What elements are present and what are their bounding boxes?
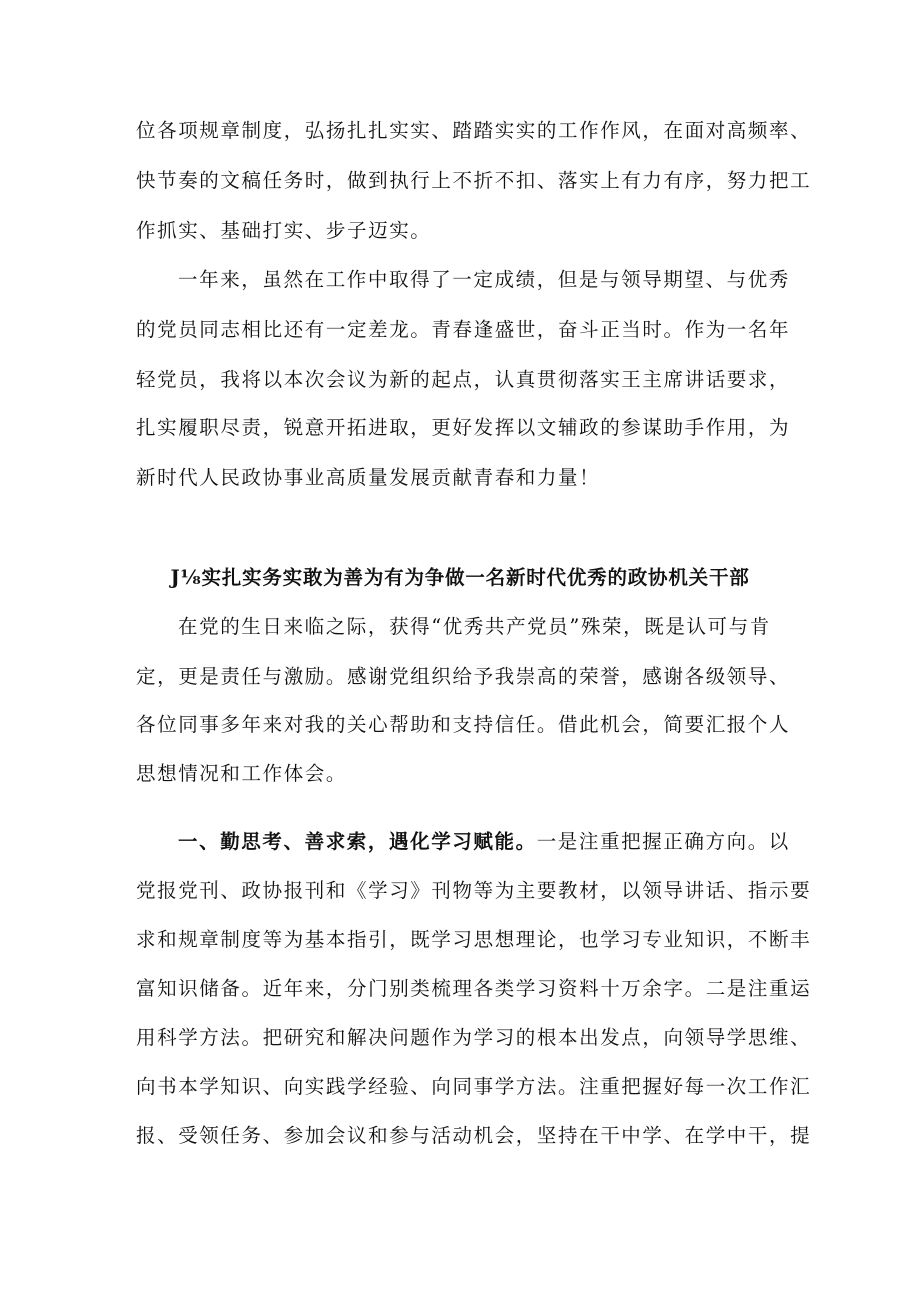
paragraph-line: 一年来，虽然在工作中取得了一定成绩，但是与领导期望、与优秀: [178, 268, 790, 291]
paragraph-line: 求和规章制度等为基本指引，既学习思想理论，也学习专业知识，不断丰: [136, 928, 812, 951]
point-1-text: 一是注重把握正确方向。以: [536, 830, 790, 853]
point-1-first-line: [178, 829, 838, 855]
paragraph-line: 各位同事多年来对我的关心帮助和支持信任。借此机会，简要汇报个人: [136, 713, 791, 736]
paragraph-line: 富知识储备。近年来，分门别类梳理各类学习资料十万余字。二是注重运: [136, 977, 812, 1000]
point-1-heading: 一、勤思考、善求索，遇化学习赋能。: [178, 830, 537, 853]
paragraph-line: 新时代人民政协事业高质量发展贡献青春和力量！: [136, 466, 601, 489]
paragraph-line: 轻党员，我将以本次会议为新的起点，认真贯彻落实王主席讲话要求，: [136, 368, 791, 391]
paragraph-line: 位各项规章制度，弘扬扎扎实实、踏踏实实的工作作风，在面对高频率、: [136, 119, 812, 142]
paragraph-line: 报、受领任务、参加会议和参与活动机会，坚持在干中学、在学中干，提: [136, 1124, 812, 1147]
paragraph-line: 用科学方法。把研究和解决问题作为学习的根本出发点，向领导学思维、: [136, 1026, 812, 1049]
paragraph-line: 定，更是责任与激励。感谢党组织给予我崇高的荣誉，感谢各级领导、: [136, 665, 791, 688]
paragraph-line: 在党的生日来临之际，获得“优秀共产党员”殊荣，既是认可与肯: [178, 615, 771, 638]
article-title: J⅛实扎实务实敢为善为有为争做一名新时代优秀的政协机关干部: [170, 566, 750, 589]
paragraph-line: 党报党刊、政协报刊和《学习》刊物等为主要教材，以领导讲话、指示要: [136, 879, 812, 902]
paragraph-line: 向书本学知识、向实践学经验、向同事学方法。注重把握好每一次工作汇: [136, 1075, 812, 1098]
paragraph-line: 扎实履职尽责，锐意开拓进取，更好发挥以文辅政的参谋助手作用，为: [136, 416, 791, 439]
paragraph-line: 的党员同志相比还有一定差龙。青春逢盛世，奋斗正当时。作为一名年: [136, 318, 791, 341]
paragraph-line: 快节奏的文稿任务时，做到执行上不折不扣、落实上有力有序，努力把工: [136, 169, 812, 192]
paragraph-line: 作抓实、基础打实、步子迈实。: [136, 219, 432, 242]
paragraph-line: 思想情况和工作体会。: [136, 762, 348, 785]
